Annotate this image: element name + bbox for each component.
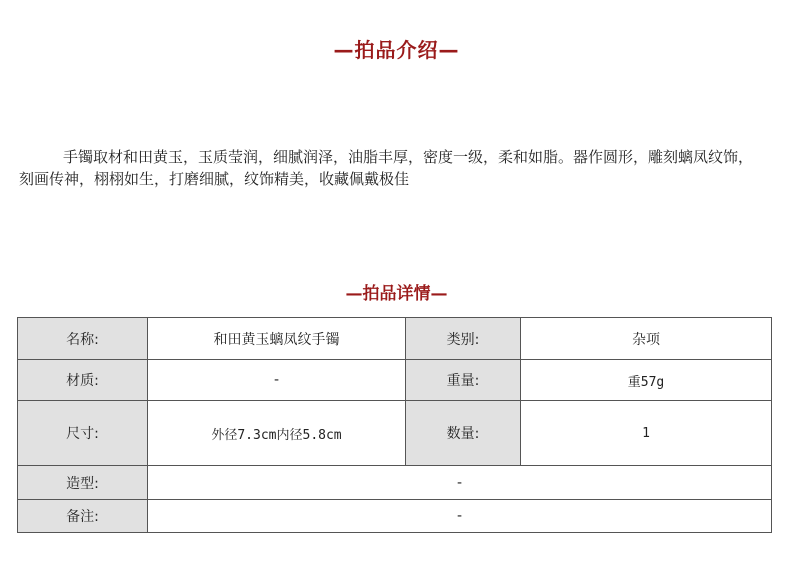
weight-label: 重量: (406, 360, 521, 401)
intro-description: 手镯取材和田黄玉，玉质莹润，细腻润泽，油脂丰厚，密度一级，柔和如脂。器作圆形，雕刻螭凤纹饰，刻画传神，栩栩如生，打磨细腻，纹饰精美，收藏佩戴极佳 (19, 148, 754, 188)
details-title: —拍品详情— (345, 284, 448, 304)
material-value: - (148, 360, 406, 401)
size-value: 外径7.3cm内径5.8cm (148, 401, 406, 466)
category-value: 杂项 (521, 318, 772, 360)
remarks-label: 备注: (18, 500, 148, 533)
intro-title: —拍品介绍— (333, 38, 460, 62)
table-row (18, 318, 772, 360)
remarks-value: - (148, 500, 772, 533)
shape-value: - (148, 466, 772, 500)
name-value: 和田黄玉螭凤纹手镯 (148, 318, 406, 360)
shape-label: 造型: (18, 466, 148, 500)
table-row (18, 360, 772, 401)
material-label: 材质: (18, 360, 148, 401)
category-label: 类别: (406, 318, 521, 360)
quantity-label: 数量: (406, 401, 521, 466)
table-row (18, 500, 772, 533)
name-label: 名称: (18, 318, 148, 360)
details-table (17, 317, 772, 533)
table-row (18, 401, 772, 466)
weight-value: 重57g (521, 360, 772, 401)
quantity-value: 1 (521, 401, 772, 466)
size-label: 尺寸: (18, 401, 148, 466)
table-row (18, 466, 772, 500)
